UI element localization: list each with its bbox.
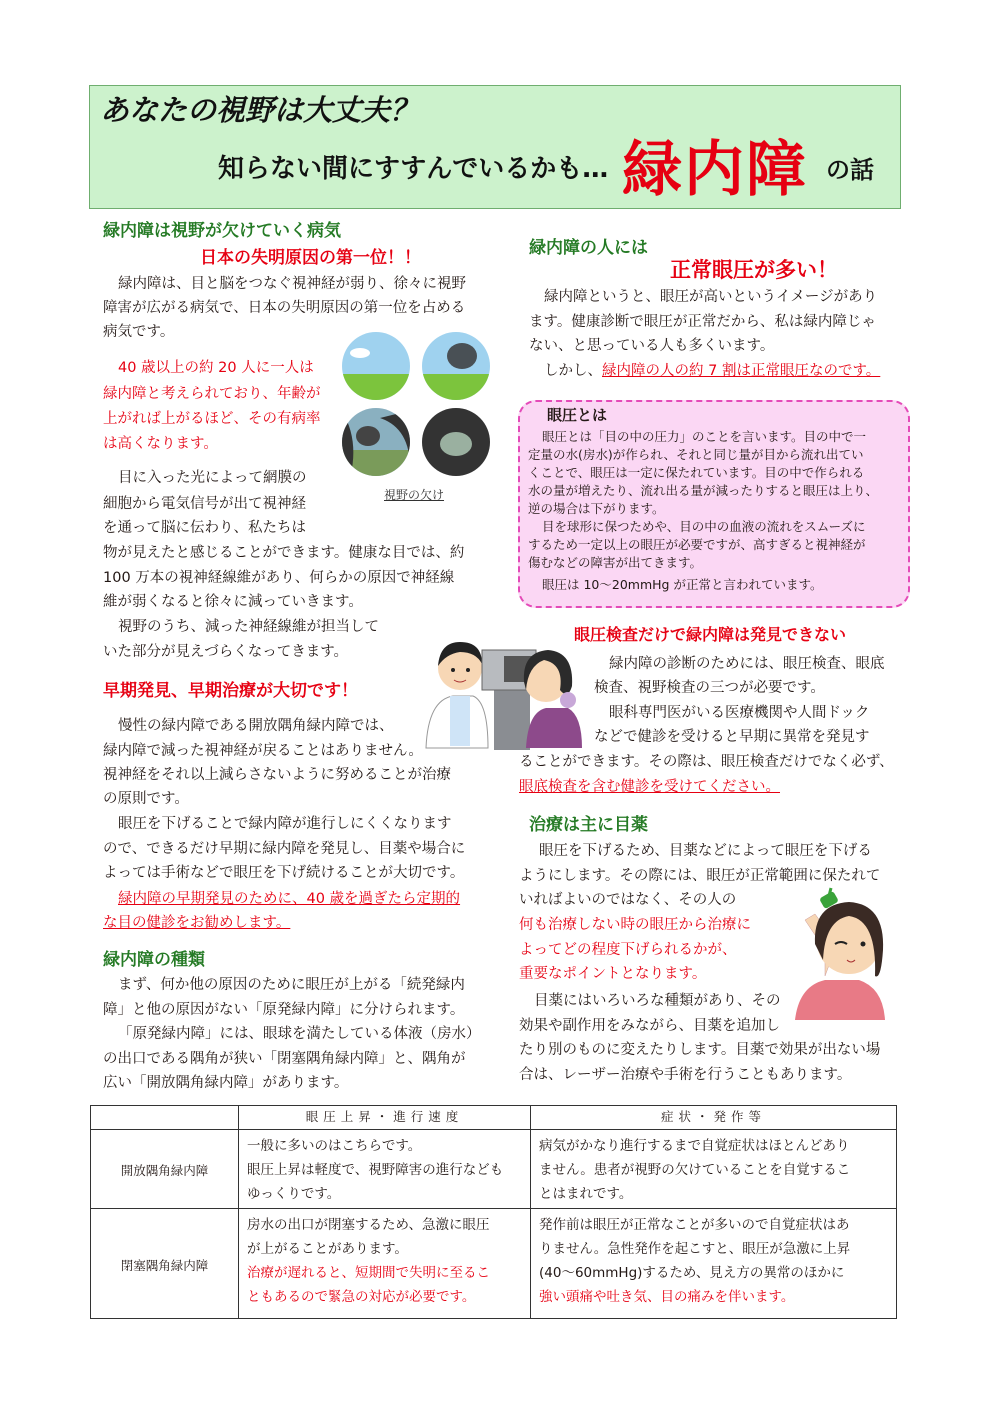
prevalence-line: は高くなります。 bbox=[103, 436, 218, 452]
paragraph-line: 合は、レーザー治療や手術を行うこともあります。 bbox=[519, 1067, 852, 1083]
iop-box-title: 眼圧とは bbox=[547, 406, 608, 424]
iop-box-line: くことで、眼圧は一定に保たれています。目の中で作られる bbox=[528, 465, 865, 480]
paragraph-line: 障害が広がる病気で、日本の失明原因の第一位を占める bbox=[103, 300, 466, 316]
treatment-highlight: 何も治療しない時の眼圧から治療に bbox=[519, 917, 751, 933]
paragraph-line: 緑内障で減った視神経が戻ることはありません。 bbox=[103, 743, 423, 759]
paragraph-line: 100 万本の視神経線維があり、何らかの原因で神経線 bbox=[103, 570, 455, 586]
table-cell bbox=[239, 1209, 531, 1319]
cell-line-warning: 強い頭痛や吐き気、目の痛みを伴います。 bbox=[539, 1289, 795, 1305]
paragraph-line: 目に入った光によって網膜の bbox=[118, 470, 307, 486]
eye-exam-illustration bbox=[418, 630, 588, 750]
title-main-word: 緑内障 bbox=[622, 135, 808, 205]
paragraph-line: 視野のうち、減った神経線維が担当して bbox=[118, 619, 379, 635]
table-header-cell bbox=[91, 1106, 239, 1130]
paragraph-line: ない、と思っている人も多くいます。 bbox=[529, 338, 775, 354]
paragraph-line: たり別のものに変えたりします。目薬で効果が出ない場 bbox=[519, 1042, 881, 1058]
paragraph-line: よっては手術などで眼圧を下げ続けることが大切です。 bbox=[103, 865, 465, 881]
iop-box-line: 逆の場合は下がります。 bbox=[528, 501, 665, 516]
paragraph-line: 「原発緑内障」には、眼球を満たしている体液（房水） bbox=[118, 1026, 481, 1042]
glaucoma-types-table bbox=[90, 1105, 897, 1319]
paragraph-text: しかし、 bbox=[544, 363, 602, 379]
recommendation-line: 緑内障の早期発見のために、40 歳を過ぎたら定期的 bbox=[118, 891, 461, 907]
paragraph-line: ます。健康診断で眼圧が正常だから、私は緑内障じゃ bbox=[529, 314, 876, 330]
paragraph-line: 緑内障の診断のためには、眼圧検査、眼底 bbox=[609, 656, 885, 672]
prevalence-line: 緑内障と考えられており、年齢が bbox=[103, 386, 321, 402]
table-cell bbox=[531, 1130, 897, 1209]
title-line-2: 知らない間にすすんでいるかも… bbox=[218, 154, 609, 184]
eye-drops-illustration bbox=[785, 880, 895, 1020]
paragraph-line: を通って脳に伝わり、私たちは bbox=[103, 520, 306, 536]
row-label: 閉塞隅角緑内障 bbox=[91, 1209, 239, 1319]
iop-box-line: 目を球形に保つためや、目の中の血液の流れをスムーズに bbox=[542, 519, 866, 534]
table-header-cell: 症状・発作等 bbox=[531, 1106, 897, 1130]
paragraph-line bbox=[529, 359, 880, 383]
iop-box-line: 水の量が増えたり、流れ出る量が減ったりすると眼圧は上り、 bbox=[528, 483, 879, 498]
heading-vision-loss: 緑内障は視野が欠けていく病気 bbox=[103, 221, 341, 241]
cell-line: ません。患者が視野の欠けていることを自覚するこ bbox=[539, 1162, 851, 1178]
recommendation-line: な目の健診をお勧めします。 bbox=[103, 915, 291, 931]
paragraph-line: 緑内障は、目と脳をつなぐ視神経が弱り、徐々に視野 bbox=[118, 276, 466, 292]
cell-line-warning: 治療が遅れると、短期間で失明に至るこ bbox=[247, 1265, 490, 1281]
cell-line: が上がることがあります。 bbox=[247, 1241, 408, 1257]
paragraph-line: 障」と他の原因がない「原発緑内障」に分けられます。 bbox=[103, 1002, 465, 1018]
paragraph-line: いた部分が見えづらくなってきます。 bbox=[103, 644, 349, 660]
title-line-1: あなたの視野は大丈夫？ bbox=[100, 93, 420, 127]
table-header-row bbox=[91, 1106, 897, 1130]
table-row bbox=[91, 1209, 897, 1319]
treatment-highlight: 重要なポイントとなります。 bbox=[519, 966, 707, 982]
heading-normal-pressure: 緑内障の人には bbox=[529, 238, 648, 258]
iop-box-line: 定量の水(房水)が作られ、それと同じ量が目から流れ出てい bbox=[528, 447, 864, 462]
table-cell bbox=[531, 1209, 897, 1319]
paragraph-line: 病気です。 bbox=[103, 324, 175, 340]
visual-field-illustration bbox=[340, 328, 490, 488]
cell-line: (40～60mmHg)するため、見え方の異常のほかに bbox=[539, 1265, 845, 1281]
cell-line: とはまれです。 bbox=[539, 1186, 633, 1202]
paragraph-line: 広い「開放隅角緑内障」があります。 bbox=[103, 1075, 349, 1091]
cell-line: 発作前は眼圧が正常なことが多いので自覚症状はあ bbox=[539, 1217, 850, 1233]
heading-types: 緑内障の種類 bbox=[103, 950, 205, 970]
paragraph-line: 維が弱くなると徐々に減っていきます。 bbox=[103, 594, 363, 610]
paragraph-line: ることができます。その際は、眼圧検査だけでなく必ず、 bbox=[519, 754, 894, 770]
paragraph-line: 物が見えたと感じることができます。健康な目では、約 bbox=[103, 545, 465, 561]
paragraph-line: 慢性の緑内障である開放隅角緑内障では、 bbox=[118, 718, 394, 734]
heading-eye-drops: 治療は主に目薬 bbox=[529, 815, 648, 835]
paragraph-line: 眼圧を下げることで緑内障が進行しにくくなります bbox=[118, 816, 452, 832]
prevalence-line: 40 歳以上の約 20 人に一人は bbox=[118, 360, 314, 376]
heading-leading-cause: 日本の失明原因の第一位！！ bbox=[200, 248, 421, 268]
paragraph-line: 眼科専門医がいる医療機関や人間ドック bbox=[609, 705, 870, 721]
iop-box-line: 傷むなどの障害が出てきます。 bbox=[528, 555, 703, 570]
paragraph-line: ようにします。その際には、眼圧が正常範囲に保たれて bbox=[519, 868, 881, 884]
table-header-cell: 眼圧上昇・進行速度 bbox=[239, 1106, 531, 1130]
paragraph-line: の原則です。 bbox=[103, 791, 189, 807]
heading-iop-test-only: 眼圧検査だけで緑内障は発見できない bbox=[574, 625, 847, 644]
paragraph-line: ので、できるだけ早期に緑内障を発見し、目薬や場合に bbox=[103, 841, 466, 857]
paragraph-line: 検査、視野検査の三つが必要です。 bbox=[594, 680, 825, 696]
normal-pressure-highlight: 緑内障の人の約 7 割は正常眼圧なのです。 bbox=[602, 363, 881, 379]
table-cell bbox=[239, 1130, 531, 1209]
table-row bbox=[91, 1130, 897, 1209]
paragraph-line: まず、何か他の原因のために眼圧が上がる「続発緑内 bbox=[118, 977, 465, 993]
cell-line-warning: ともあるので緊急の対応が必要です。 bbox=[247, 1289, 476, 1305]
prevalence-line: 上がれば上がるほど、その有病率 bbox=[103, 411, 321, 427]
cell-line: ゆっくりです。 bbox=[247, 1186, 341, 1202]
paragraph-line: いればよいのではなく、その人の bbox=[519, 892, 737, 908]
cell-line: 眼圧上昇は軽度で、視野障害の進行なども bbox=[247, 1162, 504, 1178]
paragraph-line: などで健診を受けると早期に異常を発見す bbox=[594, 729, 870, 745]
iop-box-line: するため一定以上の眼圧が必要ですが、高すぎると視神経が bbox=[528, 537, 866, 552]
checkup-highlight: 眼底検査を含む健診を受けてください。 bbox=[519, 779, 780, 795]
heading-early-detection: 早期発見、早期治療が大切です！ bbox=[103, 681, 358, 701]
paragraph-line: の出口である隅角が狭い「閉塞隅角緑内障」と、隅角が bbox=[103, 1051, 466, 1067]
paragraph-line: 効果や副作用をみながら、目薬を追加し bbox=[519, 1018, 780, 1034]
paragraph-line: 目薬にはいろいろな種類があり、その bbox=[534, 993, 781, 1009]
cell-line: 一般に多いのはこちらです。 bbox=[247, 1138, 422, 1154]
cell-line: りません。急性発作を起こすと、眼圧が急激に上昇 bbox=[539, 1241, 851, 1257]
title-suffix: の話 bbox=[826, 156, 874, 184]
treatment-highlight: よってどの程度下げられるかが、 bbox=[519, 942, 737, 958]
cell-line: 房水の出口が閉塞するため、急激に眼圧 bbox=[247, 1217, 490, 1233]
paragraph-line: 緑内障というと、眼圧が高いというイメージがあり bbox=[544, 289, 878, 305]
paragraph-line: 細胞から電気信号が出て視神経 bbox=[103, 496, 306, 512]
illustration-caption: 視野の欠け bbox=[384, 488, 445, 502]
iop-box-line: 眼圧は 10～20mmHg が正常と言われています。 bbox=[542, 577, 823, 592]
paragraph-line: 眼圧を下げるため、目薬などによって眼圧を下げる bbox=[539, 843, 872, 859]
paragraph-line: 視神経をそれ以上減らさないように努めることが治療 bbox=[103, 767, 451, 783]
row-label: 開放隅角緑内障 bbox=[91, 1130, 239, 1209]
cell-line: 病気がかなり進行するまで自覚症状はほとんどあり bbox=[539, 1138, 850, 1154]
heading-normal-pressure-red: 正常眼圧が多い！ bbox=[670, 258, 838, 282]
iop-box-line: 眼圧とは「目の中の圧力」のことを言います。目の中で一 bbox=[542, 429, 867, 444]
